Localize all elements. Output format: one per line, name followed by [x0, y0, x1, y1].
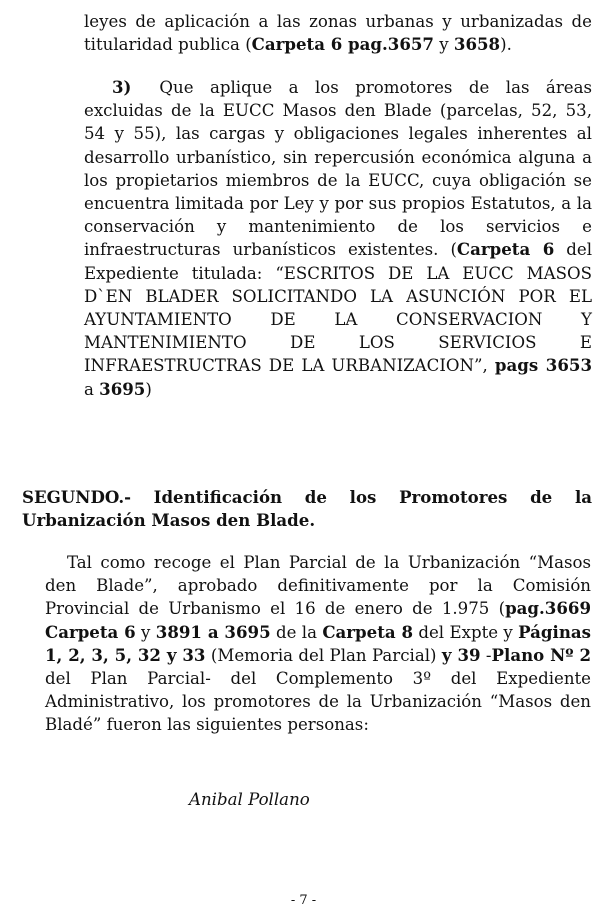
reference-bold: pags 3653	[494, 355, 592, 376]
reference-bold: Carpeta 8	[322, 621, 414, 642]
reference-bold: pag.3669 Carpeta 6	[45, 598, 591, 642]
reference-bold: 3658	[453, 34, 501, 55]
reference-bold: 3695	[99, 378, 146, 399]
reference-bold: 3891 a 3695	[155, 621, 271, 642]
reference-bold: Páginas 1, 2, 3, 5, 32 y 33	[45, 621, 591, 665]
item-number: 3)	[112, 77, 132, 97]
paragraph-promoters: Tal como recoge el Plan Parcial de la Urbanización “Masos den Blade”, aprobado definitivamente por la Comisión Provincial de Urbanismo el 16 de enero de 1.975 (pag.3669 Carpeta 6 y 3891 a 3695 de la Carpeta 8 del Expte y Páginas 1, 2, 3, 5, 32 y 33 (Memoria del Plan Parcial) y 39 -Plano Nº 2 del Plan Parcial- del Complemento 3º del Expediente Administrativo, los promotores de la Urbanización “Masos den Bladé” fueron las siguientes personas:	[45, 553, 592, 735]
reference-bold: Carpeta 6 pag.3657	[251, 34, 434, 55]
section-heading: SEGUNDO.- Identificación de los Promotores de la Urbanización Masos den Blade.	[22, 487, 592, 531]
paragraph-continuation: leyes de aplicación a las zonas urbanas y urbanizadas de titularidad publica (Carpeta 6 pag.3657 y 3658).	[84, 12, 592, 55]
reference-bold: y 39	[441, 644, 481, 665]
paragraph-item-3: 3) Que aplique a los promotores de las áreas excluidas de la EUCC Masos den Blade (parcelas, 52, 53, 54 y 55), las cargas y obligaciones legales inherentes al desarrollo urbanístico, sin repercusión económica alguna a los propietarios miembros de la EUCC, cuya obligación se encuentra limitada por Ley y por sus propios Estatutos, a la conservación y mantenimiento de los servicios e infraestructuras urbanísticos existentes. (Carpeta 6 del Expediente titulada: “ESCRITOS DE LA EUCC MASOS D`EN BLADER SOLICITANDO LA ASUNCIÓN POR EL AYUNTAMIENTO DE LA CONSERVACION Y MANTENIMIENTO DE LOS SERVICIOS E INFRAESTRUCTRAS DE LA URBANIZACION”, pags 3653 a 3695)	[84, 77, 592, 399]
promoter-name: Anibal Pollano	[189, 790, 310, 809]
page-number: - 7 -	[290, 893, 317, 908]
reference-bold: Plano Nº 2	[491, 644, 592, 665]
reference-bold: Carpeta 6	[456, 239, 555, 260]
